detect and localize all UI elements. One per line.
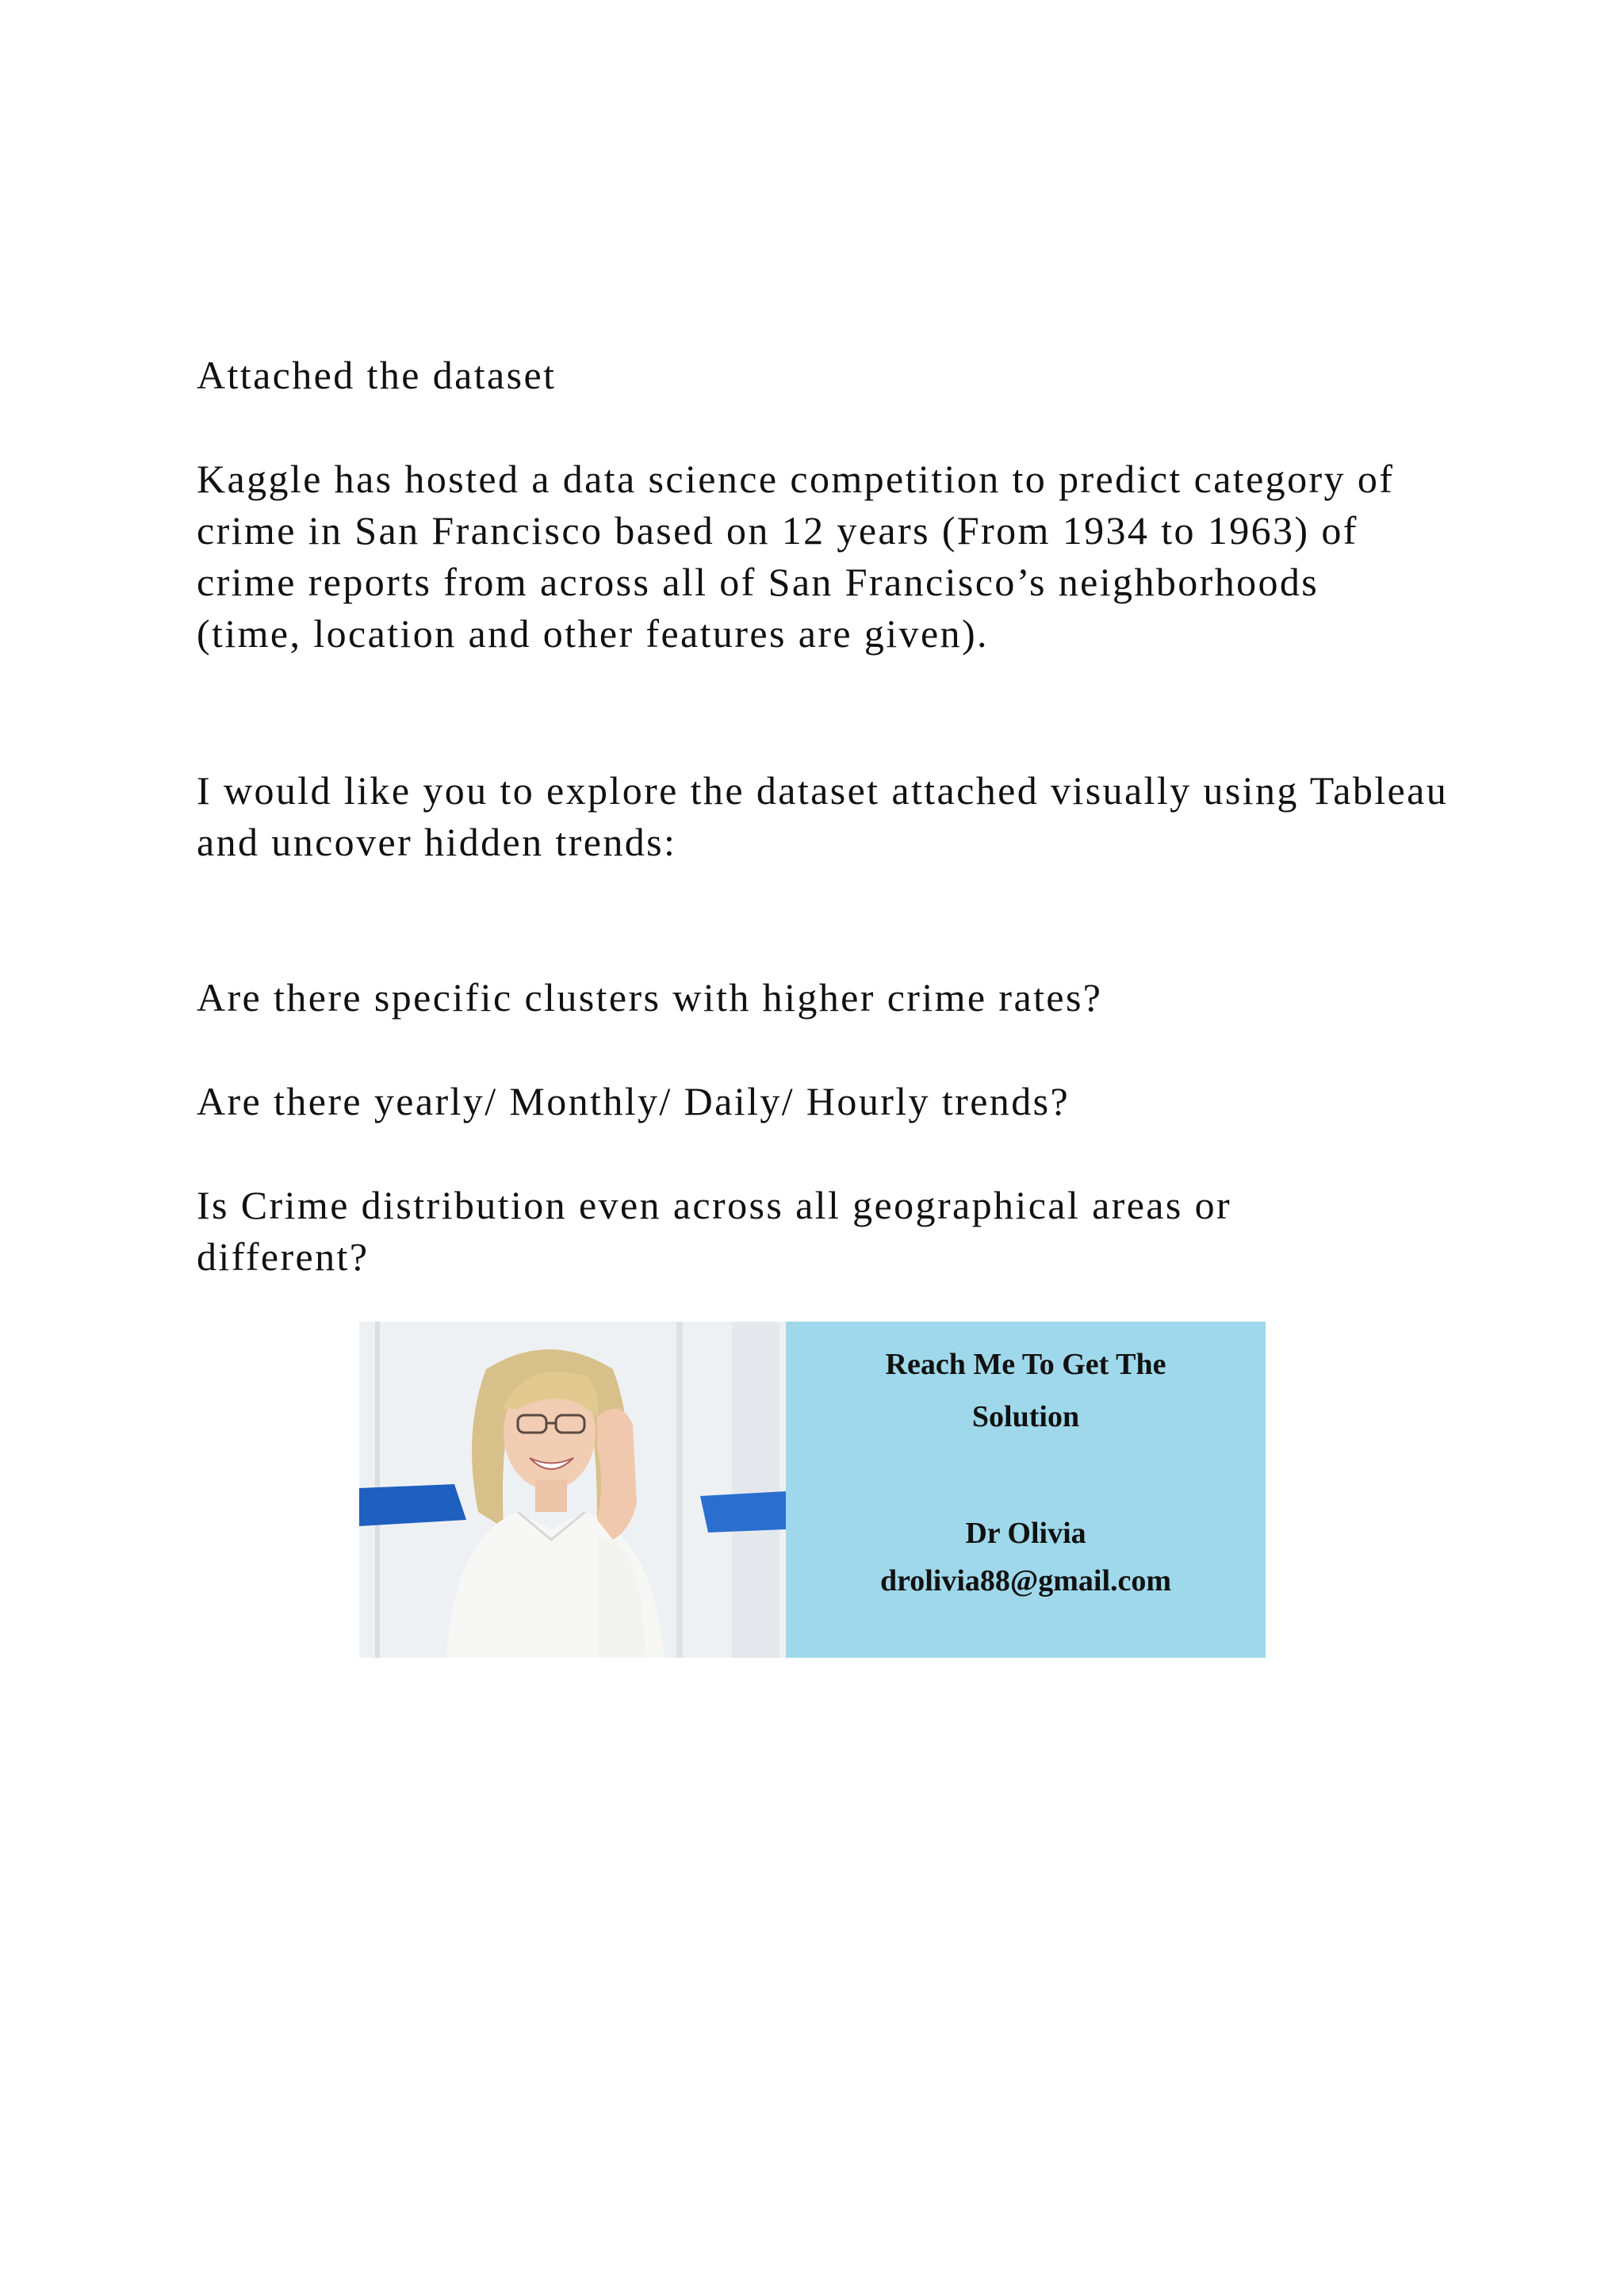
contact-banner	[359, 1322, 1266, 1658]
contact-panel	[786, 1322, 1266, 1658]
question-distribution: Is Crime distribution even across all geographical areas or different?	[197, 1183, 1232, 1279]
woman-photo-illustration	[359, 1322, 786, 1658]
woman-photo	[359, 1322, 786, 1658]
intro-paragraph: Kaggle has hosted a data science competition to predict category of crime in San Francisco based on 12 years (From 1934 to 1963) of crime reports from across all of San Francisco’s neighborhoods (time, location and other features are given).	[197, 457, 1395, 656]
question-clusters: Are there specific clusters with higher crime rates?	[197, 975, 1103, 1020]
contact-email: drolivia88@gmail.com	[879, 1564, 1172, 1598]
contact-name: Dr Olivia	[965, 1517, 1086, 1550]
document-heading: Attached the dataset	[197, 353, 557, 397]
question-trends: Are there yearly/ Monthly/ Daily/ Hourly trends?	[197, 1079, 1071, 1123]
banner-headline-cont: Solution	[971, 1400, 1080, 1433]
banner-headline: Reach Me To Get The	[885, 1348, 1166, 1381]
request-paragraph: I would like you to explore the dataset attached visually using Tableau and uncover hidden trends:	[197, 768, 1449, 864]
